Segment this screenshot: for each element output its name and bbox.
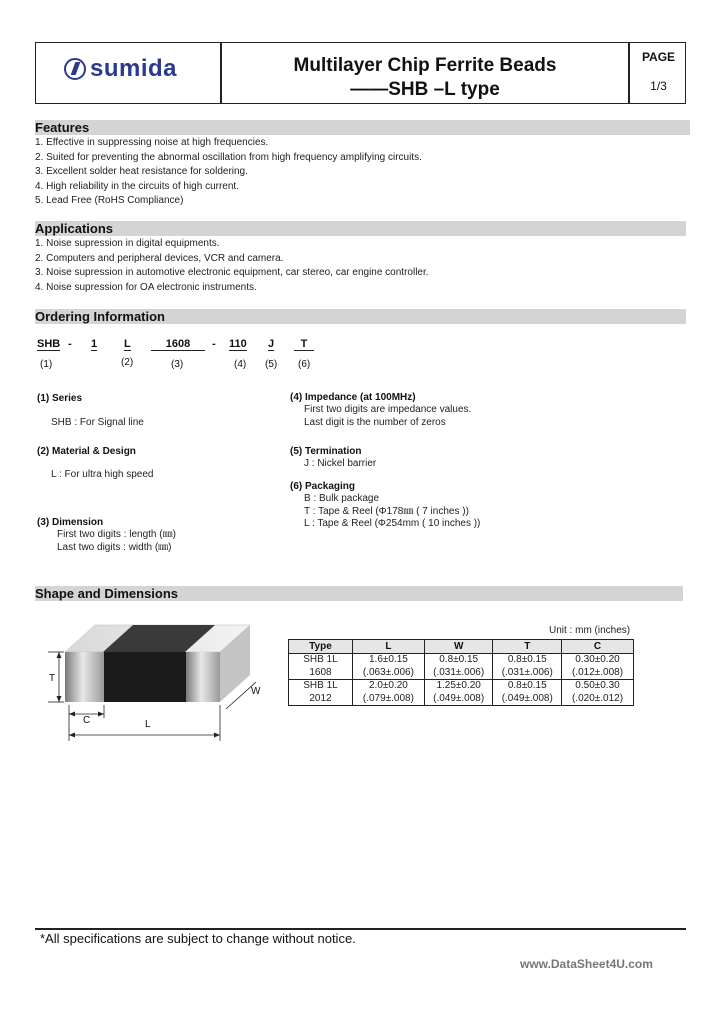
- dim-label-C: C: [83, 715, 91, 726]
- applications-section-bar: [35, 221, 686, 236]
- code-part: T: [294, 338, 314, 351]
- shape-section-bar: [35, 586, 683, 601]
- code-number: (4): [234, 359, 247, 370]
- termination-heading: (5) Termination: [290, 446, 362, 457]
- footer-notice: *All specifications are subject to change without notice.: [40, 931, 356, 946]
- ordering-title: Ordering Information: [35, 309, 165, 324]
- series-desc: SHB : For Signal line: [51, 417, 144, 428]
- code-part: -: [68, 338, 72, 350]
- list-item: 5. Lead Free (RoHS Compliance): [35, 195, 184, 206]
- table-header: C: [562, 640, 634, 654]
- dimension-desc: First two digits : length (㎜) Last two digits : width (㎜): [57, 529, 176, 553]
- document-subtitle: ——SHB –L type: [350, 79, 500, 100]
- dim-label-T: T: [49, 673, 56, 684]
- code-number: (6): [298, 359, 311, 370]
- sumida-logo: sumida: [64, 55, 177, 83]
- list-item: 1. Noise supression in digital equipments.: [35, 238, 220, 249]
- packaging-heading: (6) Packaging: [290, 481, 356, 492]
- features-list: [35, 136, 675, 209]
- table-row: SHB 1L 1608 1.6±0.15 (.063±.006) 0.8±0.15 (.031±.006) 0.8±0.15 (.031±.006) 0.30±0.20 (.012±.008): [289, 654, 634, 680]
- table-header: W: [424, 640, 493, 654]
- table-row: SHB 1L 2012 2.0±0.20 (.079±.008) 1.25±0.20 (.049±.008) 0.8±0.15 (.049±.008) 0.50±0.30 (.020±.012): [289, 680, 634, 706]
- applications-title: Applications: [35, 221, 114, 236]
- chip-dimension-drawing: [40, 615, 280, 745]
- page-number: 1/3: [650, 79, 667, 93]
- list-item: 1. Effective in suppressing noise at high frequencies.: [35, 137, 269, 148]
- dim-label-L: L: [145, 719, 151, 730]
- list-item: 3. Noise supression in automotive electronic equipment, car stereo, car engine controller.: [35, 267, 429, 278]
- footer-divider: [35, 928, 686, 930]
- list-item: 2. Computers and peripheral devices, VCR and camera.: [35, 252, 284, 264]
- document-title: Multilayer Chip Ferrite Beads: [293, 55, 557, 76]
- termination-desc: J : Nickel barrier: [304, 458, 377, 469]
- code-part: SHB: [37, 338, 61, 350]
- impedance-desc: First two digits are impedance values. Last digit is the number of zeros: [304, 404, 472, 428]
- list-item: 4. Noise supression for OA electronic instruments.: [35, 281, 257, 293]
- applications-list: [35, 237, 675, 295]
- features-section-bar: [35, 120, 690, 135]
- ordering-section-bar: [35, 309, 686, 324]
- dimension-heading: (3) Dimension: [37, 517, 104, 528]
- features-title: Features: [35, 120, 90, 135]
- code-part: 1608: [151, 338, 205, 351]
- page-label: PAGE: [641, 50, 676, 64]
- code-number: (1): [40, 359, 53, 370]
- table-header: Type: [289, 640, 353, 654]
- watermark: www.DataSheet4U.com: [520, 957, 653, 971]
- code-part: J: [268, 338, 275, 350]
- sumida-logo-icon: [64, 58, 86, 80]
- series-heading: (1) Series: [37, 393, 83, 404]
- dim-label-W: W: [251, 686, 261, 697]
- unit-label: Unit : mm (inches): [549, 625, 631, 636]
- list-item: 2. Suited for preventing the abnormal oscillation from high frequency amplifying circuits.: [35, 151, 422, 163]
- code-part: L: [124, 338, 131, 350]
- impedance-heading: (4) Impedance (at 100MHz): [290, 392, 416, 403]
- code-number: (2): [121, 357, 134, 368]
- shape-title: Shape and Dimensions: [35, 586, 179, 601]
- packaging-desc: B : Bulk package T : Tape & Reel (Φ178㎜ ( 7 inches )) L : Tape & Reel (Φ254mm ( 10 inches )): [304, 493, 481, 529]
- dimension-table: [288, 639, 634, 706]
- code-part: -: [212, 338, 216, 350]
- table-header: L: [352, 640, 424, 654]
- header-box: [35, 42, 686, 104]
- list-item: 3. Excellent solder heat resistance for soldering.: [35, 166, 248, 177]
- material-heading: (2) Material & Design: [37, 446, 136, 457]
- list-item: 4. High reliability in the circuits of high current.: [35, 180, 239, 192]
- table-header: T: [493, 640, 562, 654]
- code-part: 110: [229, 338, 247, 350]
- code-number: (3): [171, 359, 184, 370]
- material-desc: L : For ultra high speed: [51, 469, 154, 480]
- code-number: (5): [265, 359, 278, 370]
- code-part: 1: [91, 338, 98, 350]
